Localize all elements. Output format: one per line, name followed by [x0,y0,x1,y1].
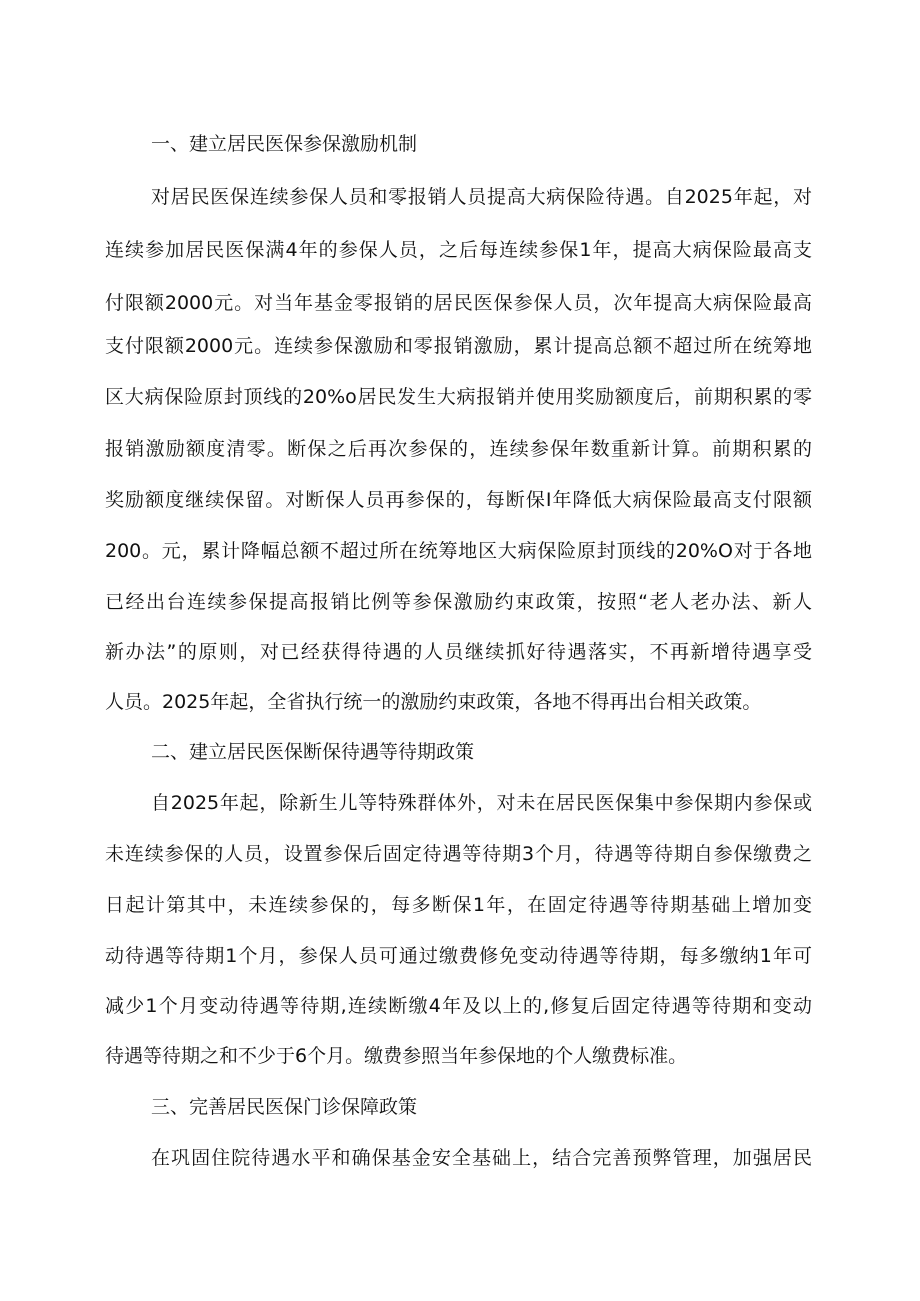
section-1-line-1: 对居民医保连续参保人员和零报销人员提高大病保险待遇。自2025年起，对 [151,186,812,208]
section-1-line-9: 已经出台连续参保提高报销比例等参保激励约束政策，按照“老人老办法、新人 [105,591,812,613]
section-1-heading: 一、建立居民医保参保激励机制 [151,133,418,155]
section-3-heading: 三、完善居民医保门诊保障政策 [151,1096,418,1118]
section-3-line-1: 在巩固住院待遇水平和确保基金安全基础上，结合完善预弊管理，加强居民 [151,1147,812,1169]
section-1-line-10: 新办法”的原则，对已经获得待遇的人员继续抓好待遇落实，不再新增待遇享受 [105,641,812,663]
section-1-line-11: 人员。2025年起，全省执行统一的激励约束政策，各地不得再出台相关政策。 [105,691,762,713]
section-1-line-4: 支付限额2000元。连续参保激励和零报销激励，累计提高总额不超过所在统筹地 [105,335,812,357]
section-2-line-6: 待遇等待期之和不少于6个月。缴费参照当年参保地的个人缴费标准。 [105,1045,688,1067]
section-1-line-8: 200。元，累计降幅总额不超过所在统筹地区大病保险原封顶线的20%O对于各地 [105,540,812,562]
section-2-line-3: 日起计第其中，未连续参保的，每多断保1年，在固定待遇等待期基础上增加变 [105,894,812,916]
section-2-line-5: 减少1个月变动待遇等待期,连续断缴4年及以上的,修复后固定待遇等待期和变动 [105,995,812,1017]
section-2-heading: 二、建立居民医保断保待遇等待期政策 [151,741,475,763]
section-2-line-4: 动待遇等待期1个月，参保人员可通过缴费修免变动待遇等待期，每多缴纳1年可 [105,945,812,967]
section-1-line-6: 报销激励额度清零。断保之后再次参保的，连续参保年数重新计算。前期积累的 [105,438,812,460]
section-1-line-3: 付限额2000元。对当年基金零报销的居民医保参保人员，次年提高大病保险最高 [105,292,812,314]
section-1-line-2: 连续参加居民医保满4年的参保人员，之后每连续参保1年，提高大病保险最高支 [105,239,812,261]
section-1-line-7: 奖励额度继续保留。对断保人员再参保的，每断保I年降低大病保险最高支付限额 [105,489,812,511]
section-2-line-1: 自2025年起，除新生儿等特殊群体外，对未在居民医保集中参保期内参保或 [151,792,812,814]
section-1-line-5: 区大病保险原封顶线的20%o居民发生大病报销并使用奖励额度后，前期积累的零 [105,386,812,408]
section-2-line-2: 未连续参保的人员，设置参保后固定待遇等待期3个月，待遇等待期自参保缴费之 [105,843,812,865]
